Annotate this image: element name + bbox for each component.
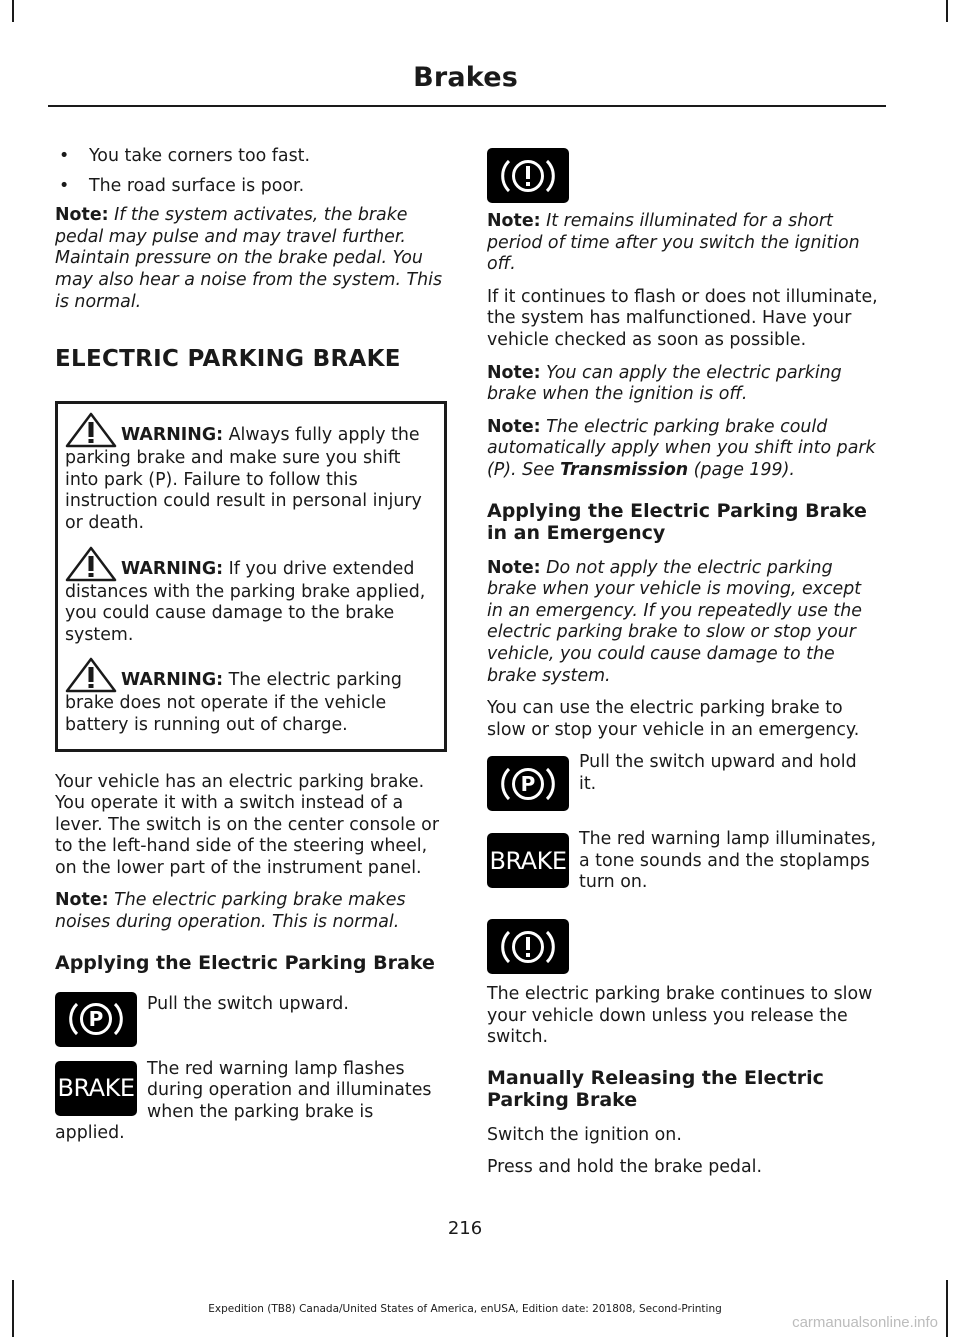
brake-system-warning-icon xyxy=(487,148,569,203)
section-title: ELECTRIC PARKING BRAKE xyxy=(55,346,401,373)
svg-text:P: P xyxy=(88,1007,104,1032)
note: Note: The electric parking brake makes noises during operation. This is normal. xyxy=(55,890,406,933)
icon-step xyxy=(55,1057,447,1156)
warning-triangle-icon xyxy=(65,657,117,693)
paragraph: The electric parking brake continues to slow your vehicle down unless you release the switch. xyxy=(487,984,873,1048)
icon-step xyxy=(487,829,879,905)
page-title: Brakes xyxy=(413,62,518,93)
step-text: Pull the switch upward. xyxy=(147,993,349,1014)
note: Note: If the system activates, the brake pedal may pulse and may travel further. Maintain pressure on the brake pedal. You may also hear a noise from the system. This is normal. xyxy=(55,205,443,312)
note: Note: You can apply the electric parking brake when the ignition is off. xyxy=(487,362,842,405)
brake-icon-label: BRAKE xyxy=(57,1074,135,1103)
warning-triangle-icon xyxy=(65,546,117,582)
svg-text:P: P xyxy=(520,771,536,796)
step-text: Switch the ignition on. xyxy=(487,1124,682,1145)
warning: WARNING: Always fully apply the parking brake and make sure you shift into park (P). Failure to follow this instruction could result in personal injury or death. xyxy=(65,412,438,534)
bullet-item: • The road surface is poor. xyxy=(55,176,447,198)
icon-step xyxy=(487,752,879,815)
right-column xyxy=(487,148,879,1190)
crop-mark xyxy=(946,0,948,22)
subsection-title: Applying the Electric Parking Brake xyxy=(55,951,435,974)
brake-system-warning-icon xyxy=(487,919,569,974)
brake-warning-icon xyxy=(55,1061,137,1116)
step-text: The red warning lamp flashes during operation and illuminates when the parking brake is applied. xyxy=(55,1058,432,1144)
bullet-item: • You take corners too fast. xyxy=(55,146,447,168)
cross-reference-link[interactable]: Transmission xyxy=(560,459,689,480)
subsection-title: Manually Releasing the Electric Parking Brake xyxy=(487,1066,824,1111)
subsection-title: Applying the Electric Parking Brake in an Emergency xyxy=(487,499,867,544)
parking-brake-icon xyxy=(487,756,569,811)
page-number: 216 xyxy=(447,1218,483,1239)
parking-brake-icon xyxy=(55,992,137,1047)
note: Note: It remains illuminated for a short period of time after you switch the ignition off. xyxy=(487,211,860,275)
brake-warning-icon xyxy=(487,833,569,888)
warning: WARNING: If you drive extended distances with the parking brake applied, you could cause damage to the brake system. xyxy=(65,546,438,647)
crop-mark xyxy=(12,0,14,22)
icon-step xyxy=(55,988,447,1051)
step-text: Pull the switch upward and hold it. xyxy=(579,752,857,794)
brake-icon-label: BRAKE xyxy=(489,846,567,875)
header-divider xyxy=(48,105,886,107)
watermark: carmanualsonline.info xyxy=(792,1314,938,1331)
step-text: The red warning lamp illuminates, a tone sounds and the stoplamps turn on. xyxy=(579,829,877,893)
warning-triangle-icon xyxy=(65,412,117,448)
step-text: Press and hold the brake pedal. xyxy=(487,1157,762,1178)
paragraph: You can use the electric parking brake to slow or stop your vehicle in an emergency. xyxy=(487,698,860,740)
paragraph: If it continues to flash or does not illuminate, the system has malfunctioned. Have your vehicle checked as soon as possible. xyxy=(487,286,878,350)
note: Note: Do not apply the electric parking brake when your vehicle is moving, except in an emergency. If you repeatedly use the electric parking brake to slow or stop your vehicle, you could cause damage to the brake system. xyxy=(487,557,862,686)
left-column xyxy=(55,146,447,1162)
warning: WARNING: The electric parking brake does not operate if the vehicle battery is running out of charge. xyxy=(65,657,438,736)
intro-paragraph: Your vehicle has an electric parking brake. You operate it with a switch instead of a lever. The switch is on the center console or to the left-hand side of the steering wheel, on the lower part of the instrument panel. xyxy=(55,771,439,878)
note: Note: The electric parking brake could automatically apply when you shift into park (P). See Transmission (page 199). xyxy=(487,416,876,480)
warning-box xyxy=(55,401,447,751)
crop-mark xyxy=(946,1280,948,1337)
edition-line: Expedition (TB8) Canada/United States of America, enUSA, Edition date: 201808, Second-Printing xyxy=(208,1303,722,1315)
